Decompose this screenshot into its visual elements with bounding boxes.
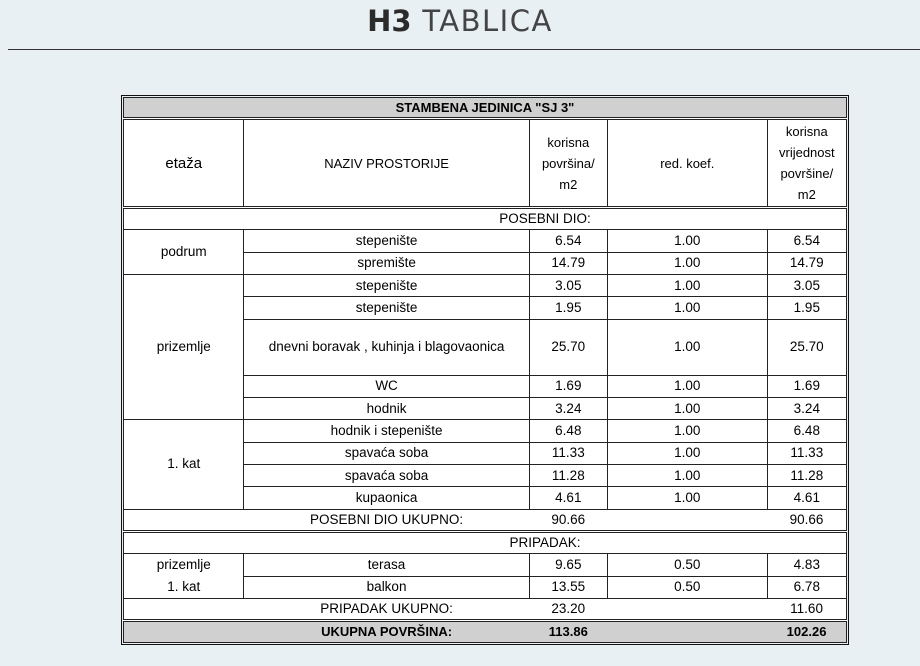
room-area: 14.79 <box>529 252 607 274</box>
room-value: 25.70 <box>767 319 846 375</box>
table-row <box>124 274 847 296</box>
room-name: terasa <box>244 554 529 576</box>
room-value: 11.33 <box>767 442 846 464</box>
grand-total-area: 113.86 <box>529 621 607 643</box>
room-value: 1.95 <box>767 297 846 319</box>
room-coef: 1.00 <box>607 274 767 296</box>
page-title <box>0 4 920 38</box>
subtotal-spacer <box>124 599 244 621</box>
section-label-pripadak: PRIPADAK: <box>244 532 847 554</box>
room-name: spavaća soba <box>244 442 529 464</box>
room-area: 25.70 <box>529 319 607 375</box>
header-etaza: etaža <box>124 119 244 207</box>
room-value: 14.79 <box>767 252 846 274</box>
room-value: 4.83 <box>767 554 846 576</box>
header-red-koef: red. koef. <box>607 119 767 207</box>
section-row-pripadak <box>124 532 847 554</box>
header-naziv: NAZIV PROSTORIJE <box>244 119 529 207</box>
page-header <box>0 0 920 52</box>
etaza-cell: 1. kat <box>124 576 244 598</box>
subtotal-label: POSEBNI DIO UKUPNO: <box>244 509 529 531</box>
room-area: 4.61 <box>529 487 607 509</box>
room-value: 4.61 <box>767 487 846 509</box>
subtotal-row-pripadak <box>124 599 847 621</box>
subtotal-label: PRIPADAK UKUPNO: <box>244 599 529 621</box>
title-prefix: H3 <box>367 4 412 38</box>
room-coef: 1.00 <box>607 230 767 252</box>
grand-total-label: UKUPNA POVRŠINA: <box>244 621 529 643</box>
room-area: 1.69 <box>529 375 607 397</box>
total-spacer <box>124 621 244 643</box>
room-value: 3.05 <box>767 274 846 296</box>
room-area: 6.54 <box>529 230 607 252</box>
room-coef: 1.00 <box>607 397 767 419</box>
section-label-posebni-dio: POSEBNI DIO: <box>244 207 847 229</box>
room-coef: 1.00 <box>607 297 767 319</box>
section-row-posebni-dio <box>124 207 847 229</box>
unit-area-table <box>123 97 847 643</box>
table-title-row <box>124 98 847 119</box>
subtotal-area: 23.20 <box>529 599 607 621</box>
header-korisna-povrsina: korisna površina/ m2 <box>529 119 607 207</box>
section-spacer <box>124 207 244 229</box>
etaza-cell: prizemlje <box>124 554 244 576</box>
room-coef: 1.00 <box>607 464 767 486</box>
grand-total-row <box>124 621 847 643</box>
room-name: balkon <box>244 576 529 598</box>
table-row <box>124 554 847 576</box>
grand-total-value: 102.26 <box>767 621 846 643</box>
room-value: 6.54 <box>767 230 846 252</box>
header-korisna-vrijednost: korisna vrijednost površine/ m2 <box>767 119 846 207</box>
subtotal-spacer <box>124 509 244 531</box>
room-value: 3.24 <box>767 397 846 419</box>
room-name: hodnik <box>244 397 529 419</box>
room-area: 3.05 <box>529 274 607 296</box>
etaza-cell: prizemlje <box>124 274 244 419</box>
room-name: stepenište <box>244 230 529 252</box>
room-name: hodnik i stepenište <box>244 420 529 442</box>
etaza-cell: 1. kat <box>124 420 244 509</box>
room-coef: 1.00 <box>607 319 767 375</box>
room-value: 6.48 <box>767 420 846 442</box>
room-name: stepenište <box>244 274 529 296</box>
room-coef: 1.00 <box>607 442 767 464</box>
subtotal-area: 90.66 <box>529 509 607 531</box>
room-area: 6.48 <box>529 420 607 442</box>
room-area: 9.65 <box>529 554 607 576</box>
room-name: kupaonica <box>244 487 529 509</box>
room-coef: 1.00 <box>607 252 767 274</box>
room-area: 1.95 <box>529 297 607 319</box>
room-coef: 1.00 <box>607 487 767 509</box>
room-name: stepenište <box>244 297 529 319</box>
subtotal-value: 11.60 <box>767 599 846 621</box>
table-row <box>124 576 847 598</box>
header-divider <box>8 49 920 50</box>
room-area: 11.28 <box>529 464 607 486</box>
table-frame <box>121 95 849 645</box>
room-area: 11.33 <box>529 442 607 464</box>
subtotal-row-posebni-dio <box>124 509 847 531</box>
room-coef: 0.50 <box>607 576 767 598</box>
subtotal-coef-spacer <box>607 599 767 621</box>
room-value: 6.78 <box>767 576 846 598</box>
table-header-row <box>124 119 847 207</box>
etaza-cell: podrum <box>124 230 244 275</box>
title-suffix: TABLICA <box>422 4 553 38</box>
section-spacer <box>124 532 244 554</box>
room-coef: 1.00 <box>607 420 767 442</box>
room-name: WC <box>244 375 529 397</box>
room-value: 11.28 <box>767 464 846 486</box>
room-name: dnevni boravak , kuhinja i blagovaonica <box>244 319 529 375</box>
table-row <box>124 230 847 252</box>
total-coef-spacer <box>607 621 767 643</box>
subtotal-coef-spacer <box>607 509 767 531</box>
room-coef: 1.00 <box>607 375 767 397</box>
table-row <box>124 420 847 442</box>
room-area: 13.55 <box>529 576 607 598</box>
room-value: 1.69 <box>767 375 846 397</box>
room-name: spavaća soba <box>244 464 529 486</box>
subtotal-value: 90.66 <box>767 509 846 531</box>
room-coef: 0.50 <box>607 554 767 576</box>
table-title: STAMBENA JEDINICA "SJ 3" <box>124 98 847 119</box>
room-area: 3.24 <box>529 397 607 419</box>
room-name: spremište <box>244 252 529 274</box>
